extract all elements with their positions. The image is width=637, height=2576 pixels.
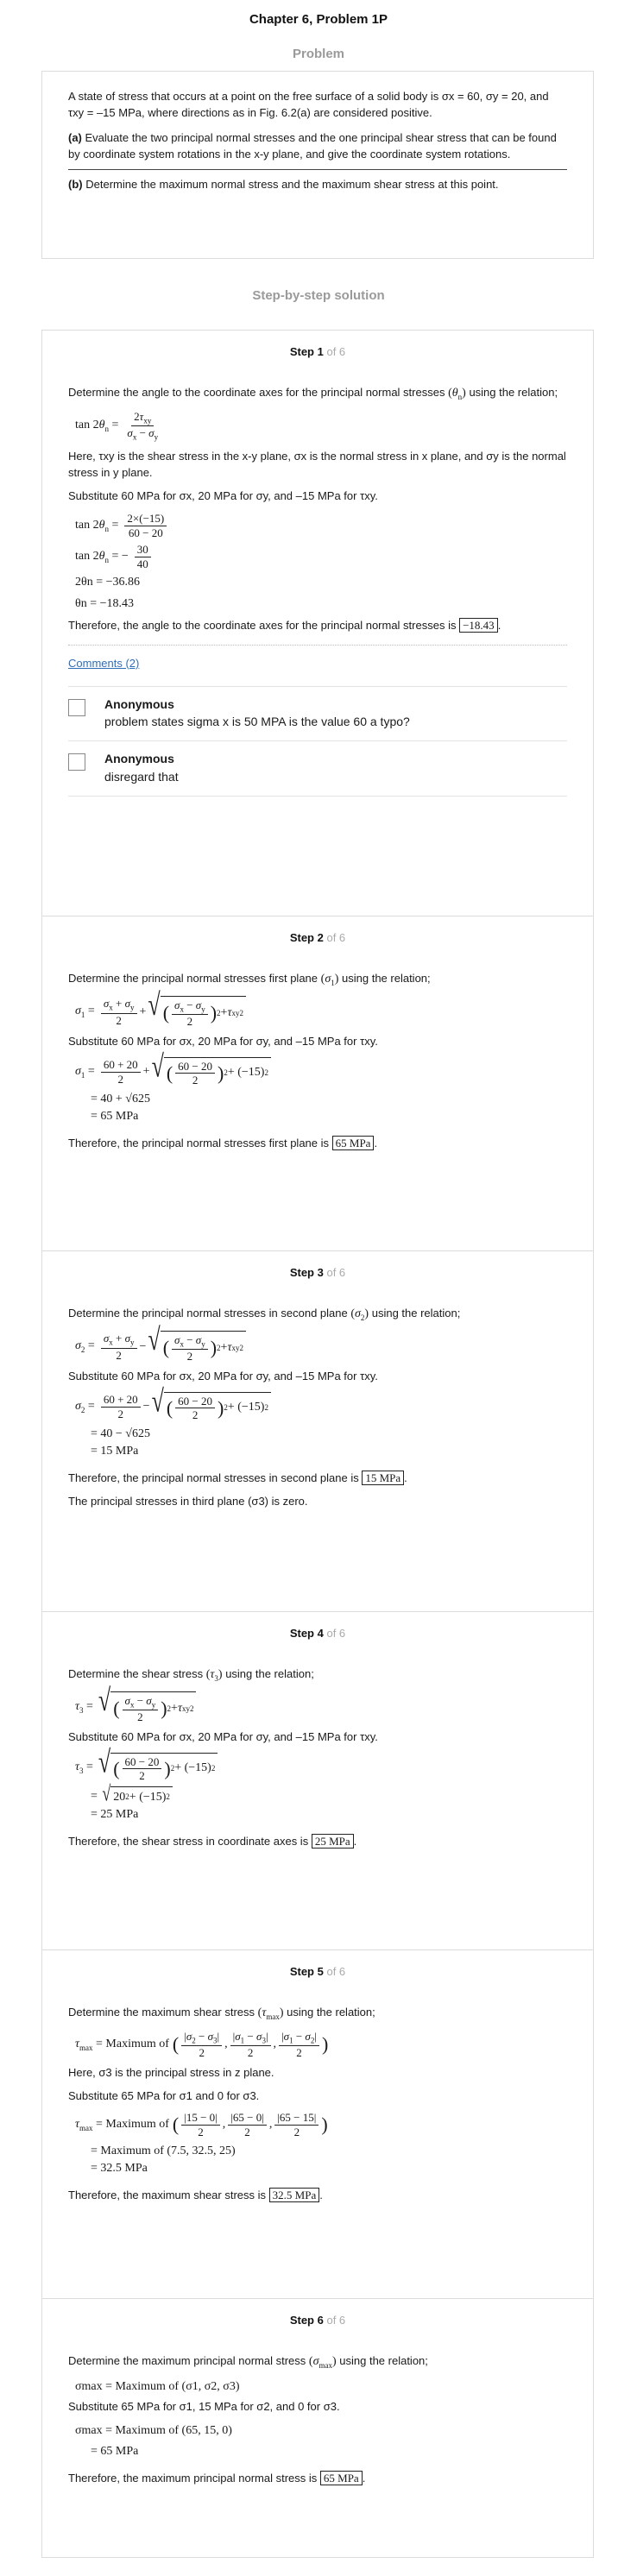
- step-2-calc-3: = 65 MPa: [91, 1110, 139, 1123]
- comment-text: problem states sigma x is 50 MPA is the value 60 a typo?: [104, 714, 410, 728]
- step-1-answer: −18.43: [459, 618, 498, 633]
- step-2-answer: 65 MPa: [332, 1136, 375, 1150]
- step-1: [41, 330, 594, 916]
- problem-intro: A state of stress that occurs at a point on the free surface of a solid body is σx = 60, σy = 20, and τxy = –15 MPa, where directions as in Fig. 6.2(a) are considered positive.: [68, 90, 549, 119]
- step-2-intro: Determine the principal normal stresses first plane $(\sigma_1)$ using the relation;: [68, 971, 431, 987]
- step-4-intro: Determine the shear stress $(\tau_3)$ using the relation;: [68, 1666, 314, 1683]
- step-3: [41, 1251, 594, 1612]
- step-5-calc-2: = Maximum of (7.5, 32.5, 25): [91, 2144, 236, 2157]
- step-2-title: Step 2 of 6: [289, 931, 346, 944]
- comment: [68, 741, 567, 797]
- comment-author: Anonymous: [104, 696, 174, 711]
- step-1-calc-3: 2θn = −36.86: [75, 576, 140, 589]
- step-5: [41, 1950, 594, 2299]
- step-4: [41, 1612, 594, 1950]
- problem-card: [41, 71, 594, 259]
- step-6-title: Step 6 of 6: [289, 2314, 346, 2327]
- step-1-intro: Determine the angle to the coordinate axes for the principal normal stresses $(\theta_n)$ using the relation;: [68, 385, 558, 401]
- step-4-calc-3: = 25 MPa: [91, 1808, 139, 1821]
- comment-author: Anonymous: [104, 752, 174, 766]
- step-1-calc-1: $\tan 2\theta_n$ = $\frac{2\times(-15)}{60 - 20}$: [75, 512, 567, 539]
- step-1-here: Here, τxy is the shear stress in the x-y plane, σx is the normal stress in x plane, and σy is the normal stress in y plane.: [68, 450, 566, 480]
- step-5-here: Here, σ3 is the principal stress in z plane.: [68, 2065, 274, 2079]
- step-6: [41, 2299, 594, 2558]
- step-4-formula: $\tau_3$ = √ ( $\frac{\sigma_x - \sigma_y}{2}$ ) 2 + τ xy 2: [75, 1691, 567, 1724]
- comments-link[interactable]: Comments (2): [68, 656, 140, 670]
- step-1-subst: Substitute 60 MPa for σx, 20 MPa for σy, and –15 MPa for τxy.: [68, 489, 378, 503]
- step-4-calc-2: = √ 20 2 + (−15) 2: [91, 1786, 567, 1806]
- comment: [68, 686, 567, 742]
- step-3-calc-2: = 40 − √625: [91, 1427, 150, 1440]
- step-4-subst: Substitute 60 MPa for σx, 20 MPa for σy, and –15 MPa for τxy.: [68, 1729, 378, 1743]
- page-title: Chapter 6, Problem 1P: [249, 12, 388, 27]
- step-6-answer: 65 MPa: [320, 2471, 363, 2485]
- step-3-extra: The principal stresses in third plane (σ3) is zero.: [68, 1495, 308, 1508]
- comment-checkbox[interactable]: [68, 699, 85, 716]
- step-5-calc-3: = 32.5 MPa: [91, 2161, 148, 2175]
- step-6-subst: Substitute 65 MPa for σ1, 15 MPa for σ2, and 0 for σ3.: [68, 2399, 340, 2413]
- step-2-subst: Substitute 60 MPa for σx, 20 MPa for σy, and –15 MPa for τxy.: [68, 1034, 378, 1048]
- step-5-formula: $\tau_{max}$ = Maximum of ( $\frac{|\sigma_2 - \sigma_3|}{2}$ , $\frac{|\sigma_1 - \sigma_3|}{2}$ , $\frac{|\sigma_1 - \sigma_2|}{2}$ ): [75, 2029, 329, 2060]
- step-4-title: Step 4 of 6: [289, 1627, 346, 1640]
- step-3-title: Step 3 of 6: [289, 1266, 346, 1279]
- problem-part-b: (b) Determine the maximum normal stress and the maximum shear stress at this point.: [68, 178, 499, 192]
- step-6-calc-2: = 65 MPa: [91, 2445, 139, 2459]
- step-5-subst: Substitute 65 MPa for σ1 and 0 for σ3.: [68, 2088, 260, 2102]
- solution-heading: Step-by-step solution: [252, 288, 385, 303]
- step-2-calc-2: = 40 + √625: [91, 1092, 150, 1105]
- step-3-formula: $\sigma_2$ = $\frac{\sigma_x + \sigma_y}{2}$ − √ ( $\frac{\sigma_x - \sigma_y}{2}$ ) 2 + τ xy 2: [75, 1331, 567, 1364]
- step-6-intro: Determine the maximum principal normal stress $(\sigma_{max})$ using the relation;: [68, 2353, 428, 2370]
- step-3-calc-1: $\sigma_2$ = $\frac{60 + 20}{2}$ − √ ( $\frac{60 - 20}{2}$ ) 2 + (−15) 2: [75, 1392, 567, 1422]
- step-2-formula: $\sigma_1$ = $\frac{\sigma_x + \sigma_y}{2}$ + √ ( $\frac{\sigma_x - \sigma_y}{2}$ ) 2 + τ xy 2: [75, 996, 567, 1029]
- comment-text: disregard that: [104, 769, 179, 784]
- step-2-conclusion: Therefore, the principal normal stresses first plane is 65 MPa .: [68, 1137, 378, 1150]
- step-4-calc-1: $\tau_3$ = √ ( $\frac{60 - 20}{2}$ ) 2 + (−15) 2: [75, 1753, 567, 1783]
- step-5-calc-1: $\tau_{max}$ = Maximum of ( $\frac{|15 - 0|}{2}$ , $\frac{|65 - 0|}{2}$ , $\frac{|65 - 15|}{2}$ ): [75, 2111, 328, 2138]
- problem-part-a: (a) Evaluate the two principal normal stresses and the one principal shear stress that can be found by coordinate system rotations in the x-y plane, and give the coordinate system rotations.: [68, 130, 557, 161]
- step-1-conclusion: Therefore, the angle to the coordinate axes for the principal normal stresses is −18.43 .: [68, 618, 501, 632]
- step-3-calc-3: = 15 MPa: [91, 1445, 139, 1458]
- step-6-conclusion: Therefore, the maximum principal normal stress is 65 MPa .: [68, 2472, 366, 2485]
- step-2-calc-1: $\sigma_1$ = $\frac{60 + 20}{2}$ + √ ( $\frac{60 - 20}{2}$ ) 2 + (−15) 2: [75, 1057, 567, 1087]
- step-5-intro: Determine the maximum shear stress $(\tau_{max})$ using the relation;: [68, 2005, 375, 2021]
- step-1-calc-4: θn = −18.43: [75, 596, 134, 610]
- step-1-title: Step 1 of 6: [289, 345, 346, 358]
- step-5-title: Step 5 of 6: [289, 1965, 346, 1978]
- step-4-conclusion: Therefore, the shear stress in coordinate axes is 25 MPa .: [68, 1835, 357, 1849]
- step-5-answer: 32.5 MPa: [269, 2188, 320, 2202]
- step-2: [41, 916, 594, 1251]
- step-1-formula: $\tan 2\theta_n$ = $\frac{2\tau_{xy}}{\sigma_x - \sigma_y}$: [75, 409, 159, 442]
- step-5-conclusion: Therefore, the maximum shear stress is 32.5 MPa .: [68, 2189, 323, 2202]
- step-3-intro: Determine the principal normal stresses in second plane $(\sigma_2)$ using the relation;: [68, 1306, 461, 1322]
- problem-heading: Problem: [292, 47, 344, 61]
- comment-checkbox[interactable]: [68, 753, 85, 771]
- step-6-formula: σmax = Maximum of (σ1, σ2, σ3): [75, 2379, 240, 2393]
- step-4-answer: 25 MPa: [312, 1834, 354, 1849]
- step-1-calc-2: $\tan 2\theta_n$ = − $\frac{30}{40}$: [75, 543, 567, 570]
- step-3-answer: 15 MPa: [362, 1471, 404, 1485]
- step-3-subst: Substitute 60 MPa for σx, 20 MPa for σy, and –15 MPa for τxy.: [68, 1369, 378, 1382]
- step-3-conclusion: Therefore, the principal normal stresses in second plane is 15 MPa .: [68, 1471, 407, 1485]
- step-6-calc-1: σmax = Maximum of (65, 15, 0): [75, 2423, 232, 2437]
